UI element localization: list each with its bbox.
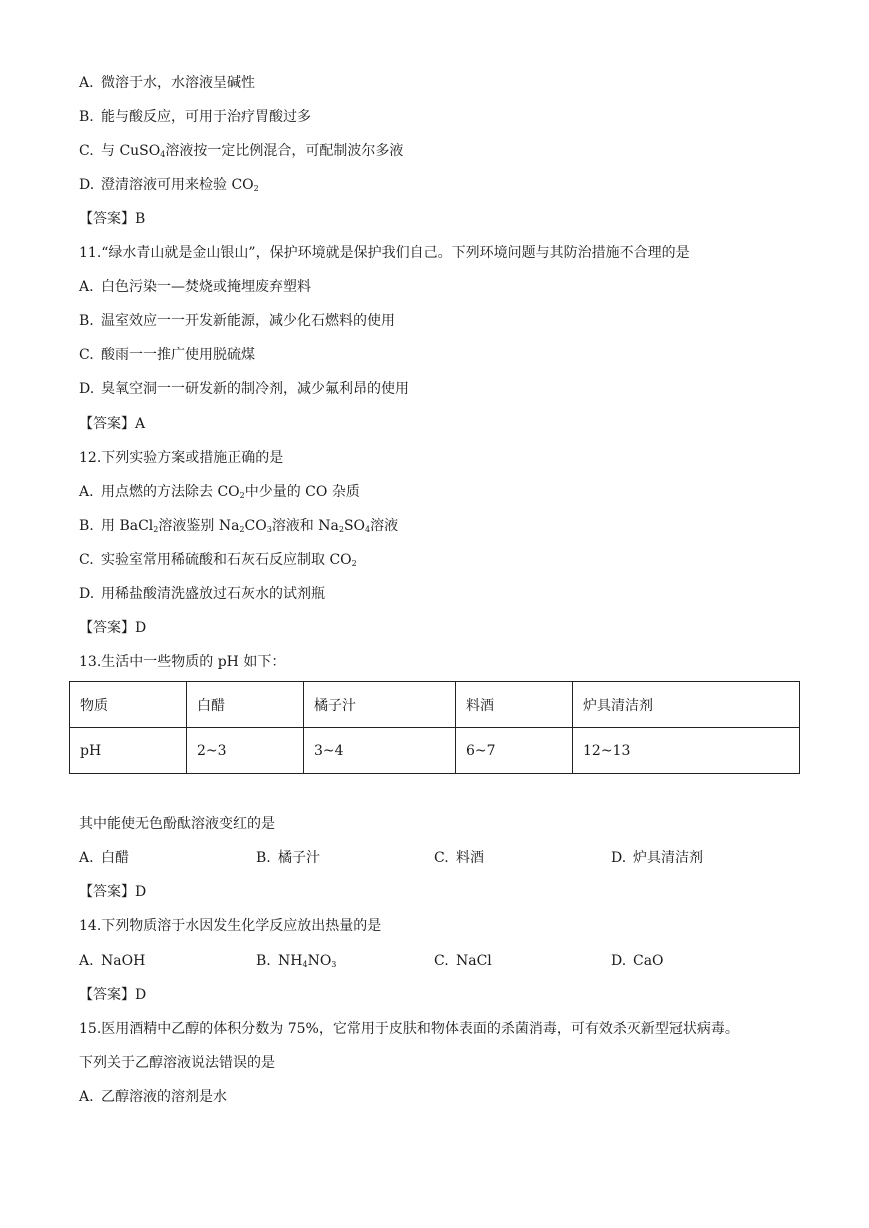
- table-cell: 2~3: [187, 728, 304, 774]
- q10-option-d: D. 澄清溶液可用来检验 $CO_2$: [79, 177, 259, 193]
- table-cell: 白醋: [187, 682, 304, 728]
- q15-stem-line1: 15.医用酒精中乙醇的体积分数为 75%，它常用于皮肤和物体表面的杀菌消毒，可有效杀灭新型冠状病毒。: [79, 1021, 739, 1037]
- q11-option-b: B. 温室效应一一开发新能源，减少化石燃料的使用: [79, 313, 395, 329]
- q10-answer: 【答案】B: [79, 211, 146, 227]
- table-cell: pH: [70, 728, 187, 774]
- q13-option-d: D. 炉具清洁剂: [611, 850, 703, 866]
- q14-answer: 【答案】D: [79, 987, 147, 1003]
- q12-answer: 【答案】D: [79, 620, 147, 636]
- q14-option-a: A. NaOH: [79, 953, 146, 969]
- table-cell: 6~7: [456, 728, 573, 774]
- table-cell: 3~4: [304, 728, 456, 774]
- q13-option-a: A. 白醋: [79, 850, 129, 866]
- q13-option-b: B. 橘子汁: [256, 850, 320, 866]
- q15-option-a: A. 乙醇溶液的溶剂是水: [79, 1089, 227, 1105]
- q13-answer: 【答案】D: [79, 884, 147, 900]
- q12-option-c: C. 实验室常用稀硫酸和石灰石反应制取 $CO_2$: [79, 552, 357, 568]
- q14-stem: 14.下列物质溶于水因发生化学反应放出热量的是: [79, 918, 382, 934]
- q10-option-a: A. 微溶于水，水溶液呈碱性: [79, 75, 255, 91]
- q12-option-a: A. 用点燃的方法除去 $CO_2$中少量的 CO 杂质: [79, 484, 360, 500]
- q14-options: [79, 952, 799, 970]
- q14-option-b: B. $NH_4NO_3$: [256, 953, 337, 969]
- q13-stem: 13.生活中一些物质的 pH 如下：: [79, 654, 286, 670]
- table-cell: 橘子汁: [304, 682, 456, 728]
- q10-option-c: C. 与 CuSO$_4$溶液按一定比例混合，可配制波尔多液: [79, 143, 404, 159]
- table-cell: 12~13: [573, 728, 800, 774]
- q11-option-a: A. 白色污染一—焚烧或掩埋废弃塑料: [79, 279, 311, 295]
- q11-answer: 【答案】A: [79, 416, 146, 432]
- table-cell: 料酒: [456, 682, 573, 728]
- ph-table: [69, 681, 800, 774]
- q10-option-b: B. 能与酸反应，可用于治疗胃酸过多: [79, 109, 311, 125]
- table-row: [70, 682, 800, 728]
- q13-options: [79, 849, 799, 867]
- q12-option-b: B. 用 BaCl$_2$溶液鉴别 $Na_2CO_3$溶液和 $Na_2SO_4$溶液: [79, 518, 399, 534]
- q13-question: 其中能使无色酚酞溶液变红的是: [79, 816, 275, 832]
- q14-option-d: D. CaO: [611, 953, 664, 969]
- q12-stem: 12.下列实验方案或措施正确的是: [79, 450, 284, 466]
- q11-option-d: D. 臭氧空洞一一研发新的制冷剂，减少氟利昂的使用: [79, 381, 409, 397]
- q11-option-c: C. 酸雨一一推广使用脱硫煤: [79, 347, 255, 363]
- q11-stem: 11.“绿水青山就是金山银山”，保护环境就是保护我们自己。下列环境问题与其防治措施不合理的是: [79, 245, 690, 261]
- table-row: [70, 728, 800, 774]
- q15-stem-line2: 下列关于乙醇溶液说法错误的是: [79, 1055, 275, 1071]
- q12-option-d: D. 用稀盐酸清洗盛放过石灰水的试剂瓶: [79, 586, 325, 602]
- q13-option-c: C. 料酒: [434, 850, 484, 866]
- table-cell: 物质: [70, 682, 187, 728]
- table-cell: 炉具清洁剂: [573, 682, 800, 728]
- q14-option-c: C. NaCl: [434, 953, 492, 969]
